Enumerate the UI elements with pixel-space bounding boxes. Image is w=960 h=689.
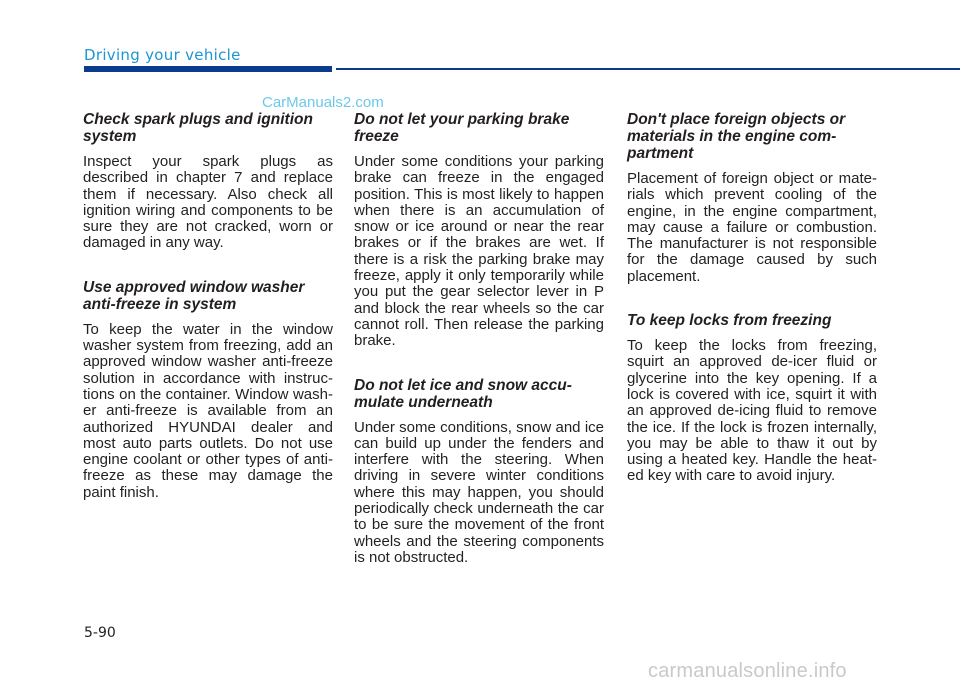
header-rule — [336, 68, 960, 70]
section-heading: Do not let ice and snow accumulate underneath — [354, 376, 572, 411]
section-heading: Check spark plugs and ignition system — [83, 111, 313, 145]
header-bar — [84, 66, 332, 72]
section-body: To keep the water in the window washer system from freezing, add an approved window washer anti-freeze solution in accordance with instructions on the container. Window washer anti-freeze is available from an authorized HYUNDAI dealer and most auto parts outlets. Do not use engine coolant or other types of antifreeze as these may damage the paint finish. — [83, 320, 333, 501]
section-heading: Do not let your parking brake freeze — [354, 111, 570, 145]
section-heading: To keep locks from freezing — [627, 312, 832, 330]
watermark-top: CarManuals2.com — [262, 94, 384, 111]
column-middle — [354, 111, 604, 593]
section-body: Under some conditions your parking brake can freeze in the engaged position. This is most likely to happen when there is an accumulation of snow or ice around or near the rear brakes or if the brakes are wet. If there is a risk the parking brake may freeze, apply it only temporarily while you put the gear selector lever in P and block the rear wheels so the car cannot roll. Then release the parking brake. — [354, 153, 604, 350]
section-body: To keep the locks from freezing, squirt an approved de-icer fluid or glycerine into the key opening. If a lock is covered with ice, squirt it with an approved de-icing fluid to remove the ice. If the lock is frozen internally, you may be able to thaw it out by using a heated key. Handle the heated key with care to avoid injury. — [627, 337, 877, 485]
section-body: Under some conditions, snow and ice can build up under the fenders and interfere with the steering. When driving in severe winter conditions where this may happen, you should periodically check underneath the car to be sure the movement of the front wheels and the steering components is not obstructed. — [354, 418, 604, 566]
watermark-bottom: carmanualsonline.info — [648, 660, 847, 682]
section-heading: Don't place foreign objects or materials in the engine compartment — [627, 111, 846, 162]
page-number: 5-90 — [84, 625, 116, 641]
section-heading: Use approved window washer anti-freeze in system — [83, 278, 305, 313]
column-right — [627, 111, 877, 512]
section-title: Driving your vehicle — [84, 46, 241, 64]
section-body: Placement of foreign object or materials which prevent cooling of the engine, in the engine compartment, may cause a failure or combustion. The manufacturer is not responsible for the damage caused by such placement. — [627, 170, 877, 285]
section-body: Inspect your spark plugs as described in chapter 7 and replace them if necessary. Also check all ignition wiring and components to be sure they are not cracked, worn or damaged in any way. — [83, 153, 333, 252]
column-left — [83, 111, 333, 528]
